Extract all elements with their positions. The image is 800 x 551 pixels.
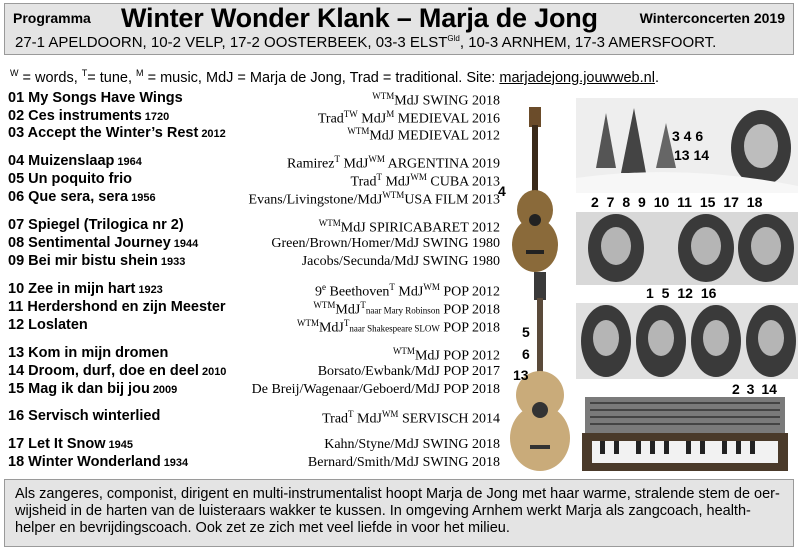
track-row [8,217,500,234]
track-row [8,253,500,270]
track-credits: $^{WTM}$MdJ$^T$naar Mary Robinson POP 2018 [313,300,500,318]
site-link[interactable]: marjadejong.jouwweb.nl [499,69,655,86]
track-row [8,454,500,471]
track-credits: $^{WTM}$MdJ SWING 2018 [372,91,500,109]
track-title: 16 Servisch winterlied [8,408,161,424]
track-year: 1956 [131,192,156,204]
snow-scene-image [576,98,798,193]
track-credits: $^{WTM}$MdJ SPIRICABARET 2012 [318,218,500,236]
snow-portrait-photo [576,98,798,193]
track-row [8,436,500,453]
track-year: 1945 [108,439,133,451]
track-title: 11 Herdershond en zijn Meester [8,299,226,315]
track-row [8,363,500,380]
track-row [8,281,500,298]
track-title: 14 Droom, durf, doe en deel 2010 [8,363,227,379]
track-title: 12 Loslaten [8,317,88,333]
track-row [8,317,500,334]
harmonium-image [580,395,790,475]
track-row [8,345,500,362]
track-title: 01 My Songs Have Wings [8,90,183,106]
track-year: 1923 [138,284,163,296]
track-title: 03 Accept the Winter’s Rest 2012 [8,125,226,141]
track-credits: 9e Beethoven$^T$ MdJ$^{WM}$ POP 2012 [315,282,500,300]
guitar-number: 4 [498,183,506,199]
track-credits: Evans/Livingstone/MdJ$^{WTM}$USA FILM 2013 [248,190,500,208]
track-row [8,408,500,425]
track-title: 17 Let It Snow 1945 [8,436,133,452]
track-row [8,108,500,125]
portrait-row-photo [576,212,798,285]
track-year: 2010 [201,366,227,378]
guitar-image [510,105,560,275]
ukulele-number-6: 6 [522,346,530,362]
credits-legend: $^W$ = words, $^T$= tune, $^M$ = music, MdJ = Marja de Jong, Trad = traditional. Site: marjadejong.jouwweb.nl. [10,68,659,86]
portrait-quad-photo [576,303,798,379]
concert-series: Winterconcerten 2019 [639,10,785,26]
track-credits: Jacobs/Secunda/MdJ SWING 1980 [301,254,500,269]
program-label: Programma [13,10,91,26]
track-credits: De Breij/Wagenaar/Geboerd/MdJ POP 2018 [251,382,500,397]
track-title: 15 Mag ik dan bij jou 2009 [8,381,178,397]
track-credits: $^{WTM}$MdJ$^T$naar Shakespeare SLOW POP 2018 [296,318,500,336]
concert-places: 27-1 APELDOORN, 10-2 VELP, 17-2 OOSTERBEEK, 03-3 $ELST^{Gld}$, 10-3 ARNHEM, 17-3 AMERSFOORT. [15,34,717,51]
harmonium-numbers: 2 3 14 [732,381,777,397]
snow-photo-numbers-b: 13 14 [674,147,710,163]
track-title: 05 Un poquito frio [8,171,133,187]
track-title: 09 Bei mir bistu shein 1933 [8,253,186,269]
track-credits: Trad$^T$ MdJ$^{WM}$ CUBA 2013 [350,172,500,190]
picture-column [500,95,800,475]
track-year: 1933 [160,256,186,268]
track-year: 1720 [144,111,170,123]
track-title: 02 Ces instruments 1720 [8,108,170,124]
track-row [8,90,500,107]
ukulele-number-5: 5 [522,324,530,340]
track-year: 1934 [163,457,189,469]
track-title: 07 Spiegel (Trilogica nr 2) [8,217,184,233]
track-year: 2012 [201,128,226,140]
portrait-quad-image [576,303,798,379]
track-row [8,381,500,398]
footer-bio: Als zangeres, componist, dirigent en multi-instrumentalist hoopt Marja de Jong met haar warme, stralende stem de oer-wijsheid in de harten van de luisteraars wakker te kussen. In omgeving Arnhem werkt Marja als zangcoach, health-helper en bevrijdingscoach. Ook zet ze zich met veel liefde in voor het milieu. [4,479,794,547]
track-row [8,153,500,170]
track-year: 1944 [173,238,199,250]
row1-numbers: 2 7 8 9 10 11 15 17 18 [591,194,763,210]
track-year: 2009 [152,384,178,396]
track-title: 06 Que sera, sera 1956 [8,189,156,205]
track-credits: Green/Brown/Homer/MdJ SWING 1980 [271,236,500,251]
track-row [8,299,500,316]
track-credits: Borsato/Ewbank/MdJ POP 2017 [317,364,500,379]
snow-photo-numbers-a: 3 4 6 [672,128,704,144]
track-credits: Trad$^{TW}$ MdJ$^M$ MEDIEVAL 2016 [317,109,500,127]
track-credits: $^{WTM}$MdJ POP 2012 [392,346,500,364]
track-credits: Kahn/Styne/MdJ SWING 2018 [324,437,500,452]
track-credits: Trad$^T$ MdJ$^{WM}$ SERVISCH 2014 [322,409,500,427]
track-credits: Bernard/Smith/MdJ SWING 2018 [307,455,500,470]
portrait-row-image [576,212,798,285]
track-title: 18 Winter Wonderland 1934 [8,454,189,470]
track-row [8,235,500,252]
track-title: 13 Kom in mijn dromen [8,345,169,361]
track-credits: Ramirez$^T$ MdJ$^{WM}$ ARGENTINA 2019 [287,154,500,172]
track-title: 08 Sentimental Journey 1944 [8,235,199,251]
track-row [8,171,500,188]
track-credits: $^{WTM}$MdJ MEDIEVAL 2012 [347,126,500,144]
track-year: 1964 [117,156,142,168]
ukulele-number-13: 13 [513,367,529,383]
page-title: Winter Wonder Klank – Marja de Jong [121,3,598,33]
header-banner [4,3,794,55]
row2-numbers: 1 5 12 16 [646,285,717,301]
track-row [8,125,500,142]
track-row [8,189,500,206]
track-title: 04 Muizenslaap 1964 [8,153,142,169]
track-title: 10 Zee in mijn hart 1923 [8,281,163,297]
